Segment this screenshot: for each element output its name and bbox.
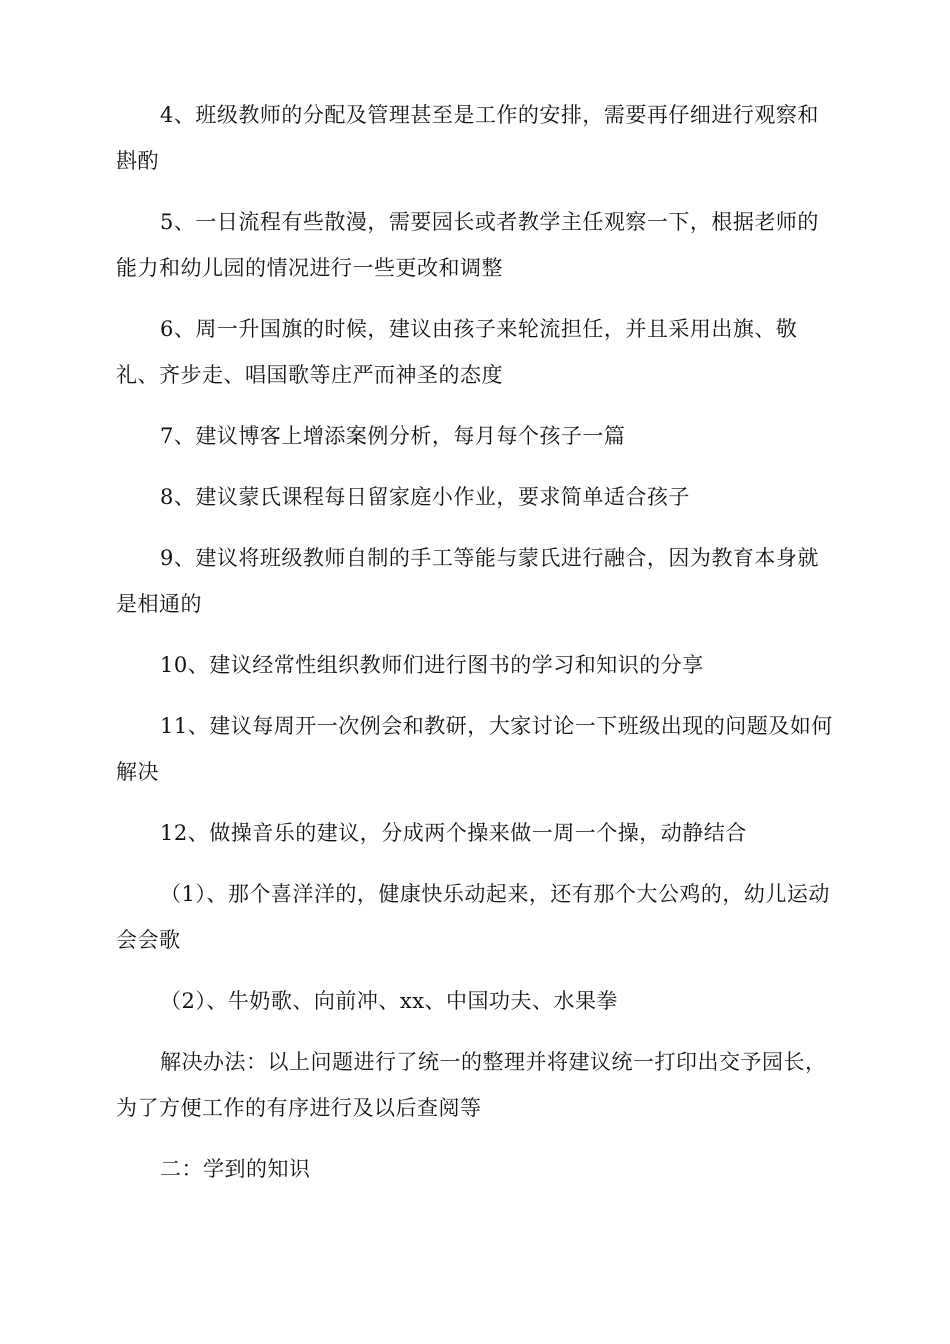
paragraph-item-9: 9、建议将班级教师自制的手工等能与蒙氏进行融合，因为教育本身就是相通的 bbox=[116, 546, 819, 616]
paragraph-solution: 解决办法：以上问题进行了统一的整理并将建议统一打印出交予园长，为了方便工作的有序进行及以后查阅等 bbox=[116, 1050, 827, 1120]
section-heading-knowledge: 二：学到的知识 bbox=[160, 1157, 311, 1181]
paragraph-item-8: 8、建议蒙氏课程每日留家庭小作业，要求简单适合孩子 bbox=[160, 485, 690, 509]
paragraph-item-10: 10、建议经常性组织教师们进行图书的学习和知识的分享 bbox=[160, 653, 704, 677]
paragraph-subitem-1: （1）、那个喜洋洋的，健康快乐动起来，还有那个大公鸡的，幼儿运动会会歌 bbox=[116, 882, 830, 952]
paragraph-item-12: 12、做操音乐的建议，分成两个操来做一周一个操，动静结合 bbox=[160, 821, 747, 845]
paragraph-item-11: 11、建议每周开一次例会和教研，大家讨论一下班级出现的问题及如何解决 bbox=[116, 714, 833, 784]
paragraph-subitem-2: （2）、牛奶歌、向前冲、xx、中国功夫、水果拳 bbox=[160, 989, 619, 1013]
document-body bbox=[116, 92, 836, 1207]
paragraph-item-5: 5、一日流程有些散漫，需要园长或者教学主任观察一下，根据老师的能力和幼儿园的情况进行一些更改和调整 bbox=[116, 210, 819, 280]
paragraph-item-6: 6、周一升国旗的时候，建议由孩子来轮流担任，并且采用出旗、敬礼、齐步走、唱国歌等庄严而神圣的态度 bbox=[116, 317, 798, 387]
paragraph-item-7: 7、建议博客上增添案例分析，每月每个孩子一篇 bbox=[160, 424, 626, 448]
paragraph-item-4: 4、班级教师的分配及管理甚至是工作的安排，需要再仔细进行观察和斟酌 bbox=[116, 103, 819, 173]
